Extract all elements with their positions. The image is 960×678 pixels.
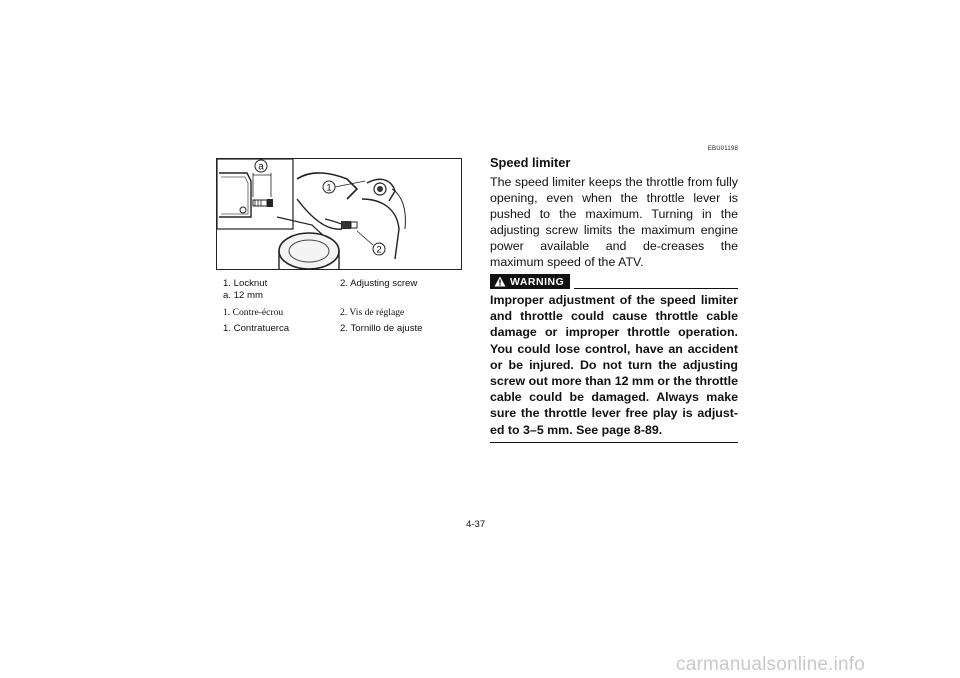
warning-rule xyxy=(574,288,738,289)
warning-label: WARNING xyxy=(510,275,565,288)
caption-fr-item1: 1. Contre-écrou xyxy=(223,307,284,318)
caption-es-item2: 2. Tornillo de ajuste xyxy=(340,323,423,334)
caption-english xyxy=(223,278,468,302)
marker-label-1: 1 xyxy=(326,182,332,194)
section-code: EBU01198 xyxy=(707,146,738,152)
section-title: Speed limiter xyxy=(490,155,571,170)
caption-en-itemA: a. 12 mm xyxy=(223,290,263,301)
caption-spanish xyxy=(223,323,468,335)
caption-en-item1: 1. Locknut xyxy=(223,278,268,289)
caption-french xyxy=(223,307,468,319)
warning-triangle-icon xyxy=(494,276,506,287)
caption-en-item2: 2. Adjusting screw xyxy=(340,278,418,289)
page-number: 4-37 xyxy=(466,519,486,530)
figure-captions xyxy=(223,278,468,335)
speed-limiter-section xyxy=(490,146,738,443)
section-body: The speed limiter keeps the throttle from fully opening, even when the throttle lever is pushed to the maximum. Turning in the adjusting screw limits the maximum engine power available and de-creases the maximum speed of the ATV. xyxy=(490,175,738,269)
throttle-illustration xyxy=(216,158,462,270)
watermark: carmanualsonline.info xyxy=(676,654,866,675)
caption-fr-item2: 2. Vis de réglage xyxy=(340,307,405,318)
marker-label-2: 2 xyxy=(376,244,382,256)
warning-text: Improper adjustment of the speed limiter and throttle could cause throttle cable damage or improper throttle operation. You could lose control, have an accident or be injured. Do not turn the adjusting screw out more than 12 mm or the throttle cable could be damaged. Always make sure the throttle lever free play is adjust-ed to 3–5 mm. See page 8-89. xyxy=(490,292,738,443)
caption-es-item1: 1. Contratuerca xyxy=(223,323,290,334)
warning-header xyxy=(490,274,738,289)
dimension-label-a: a xyxy=(258,161,264,173)
throttle-drawing xyxy=(217,159,462,270)
warning-badge xyxy=(490,274,570,289)
